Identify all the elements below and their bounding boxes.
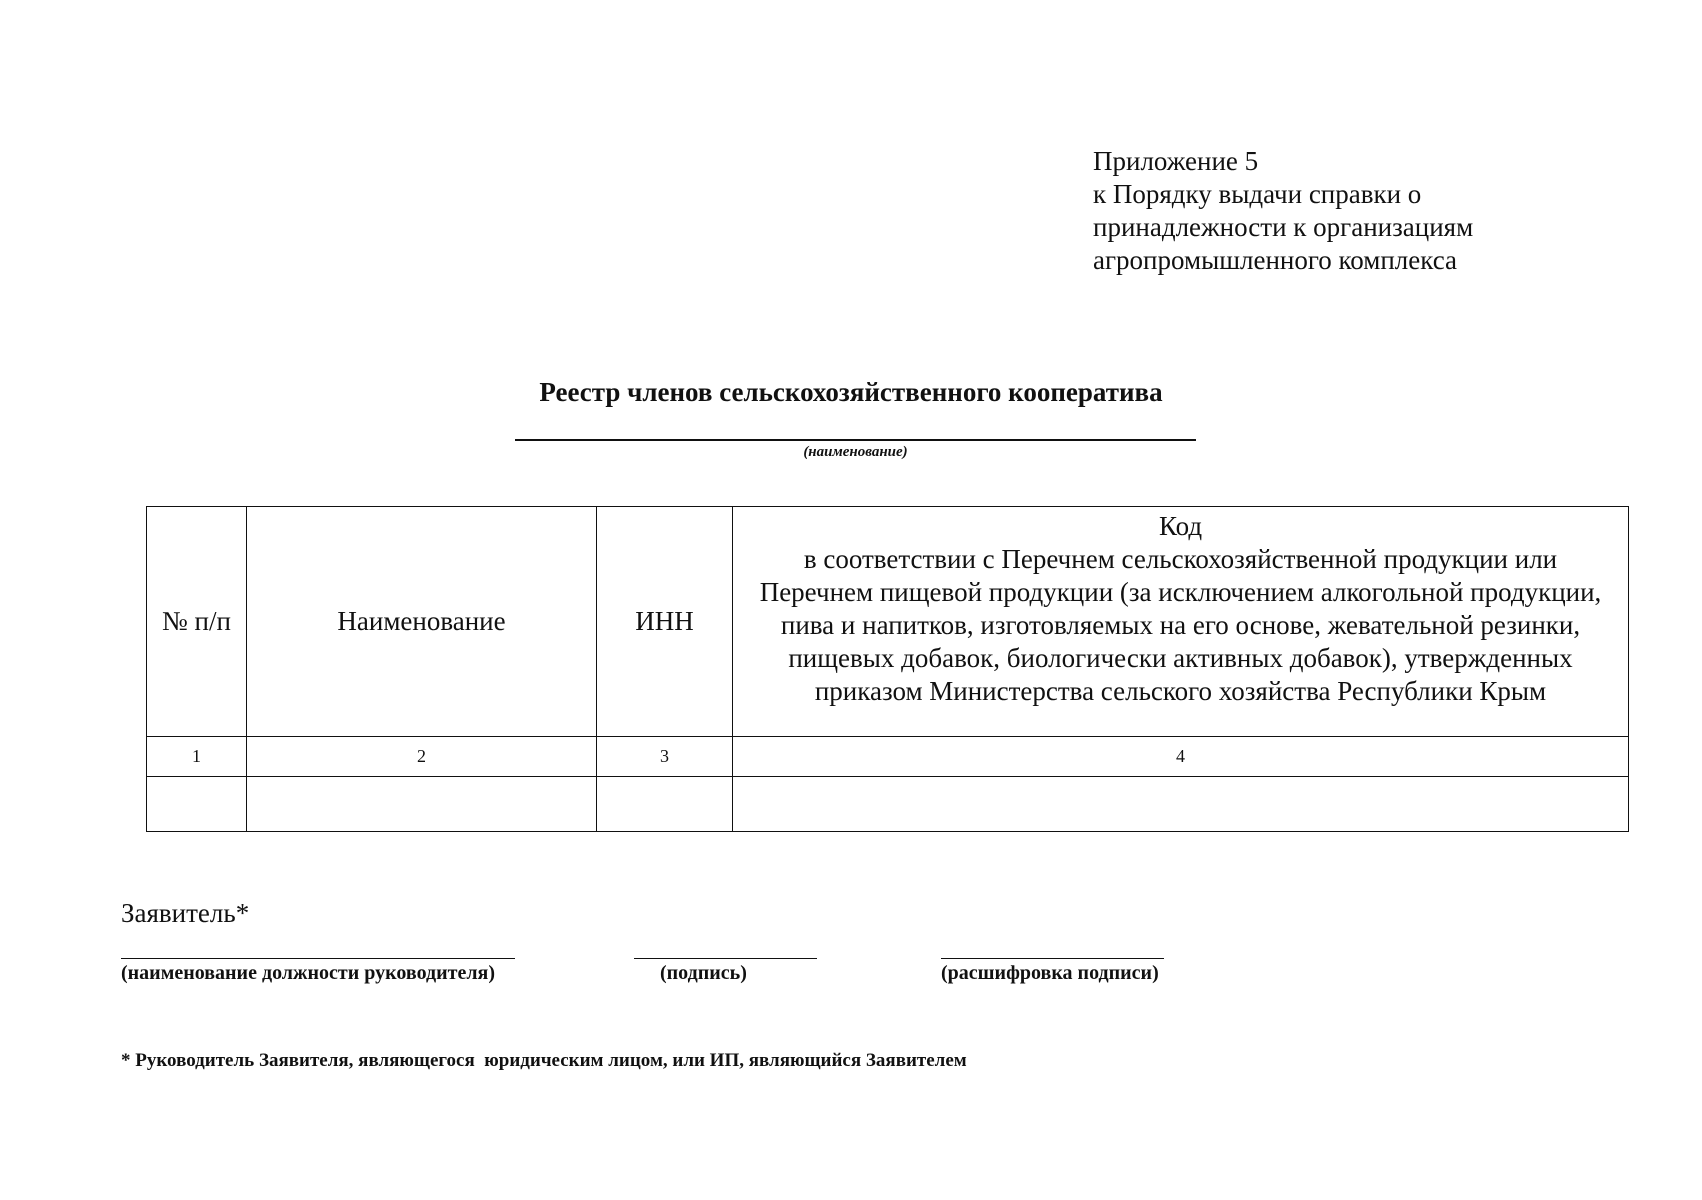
document-title	[0, 377, 1702, 408]
column-number: 4	[733, 737, 1629, 777]
column-number-row	[147, 737, 1629, 777]
appendix-line: Приложение 5	[1093, 146, 1259, 176]
decode-line	[941, 958, 1164, 959]
column-number: 3	[597, 737, 733, 777]
table-row	[147, 777, 1629, 832]
cooperative-name-caption: (наименование)	[803, 444, 908, 460]
appendix-line: агропромышленного комплекса	[1093, 245, 1457, 275]
appendix-line: к Порядку выдачи справки о	[1093, 179, 1422, 209]
table-cell	[147, 777, 247, 832]
registry-table	[146, 506, 1629, 832]
cooperative-name-line	[515, 439, 1196, 441]
header-code-title: Код	[1158, 511, 1203, 541]
position-line	[121, 958, 515, 959]
decode-caption: (расшифровка подписи)	[941, 962, 1159, 984]
signature-caption: (подпись)	[660, 962, 747, 984]
table-cell	[733, 777, 1629, 832]
signature-line	[634, 958, 817, 959]
footnote: * Руководитель Заявителя, являющегося юридическим лицом, или ИП, являющийся Заявителем	[121, 1050, 967, 1071]
column-number: 2	[247, 737, 597, 777]
appendix-block	[1093, 145, 1473, 277]
column-number: 1	[147, 737, 247, 777]
appendix-line: принадлежности к организациям	[1093, 212, 1474, 242]
table-header-row	[147, 507, 1629, 737]
header-code	[733, 507, 1629, 737]
header-name: Наименование	[247, 507, 597, 737]
header-code-description: в соответствии с Перечнем сельскохозяйственной продукции или Перечнем пищевой продукции (за исключением алкогольной продукции, пива и напитков, изготовляемых на его основе, жевательной резинки, пищевых добавок, биологически активных добавок), утвержденных приказом Министерства сельского хозяйства Республики Крым	[759, 544, 1602, 706]
header-inn: ИНН	[597, 507, 733, 737]
position-caption: (наименование должности руководителя)	[121, 962, 496, 984]
applicant-label: Заявитель*	[121, 898, 250, 928]
document-title-text: Реестр членов сельскохозяйственного кооператива	[539, 377, 1163, 407]
table-cell	[597, 777, 733, 832]
table-cell	[247, 777, 597, 832]
header-num: № п/п	[147, 507, 247, 737]
